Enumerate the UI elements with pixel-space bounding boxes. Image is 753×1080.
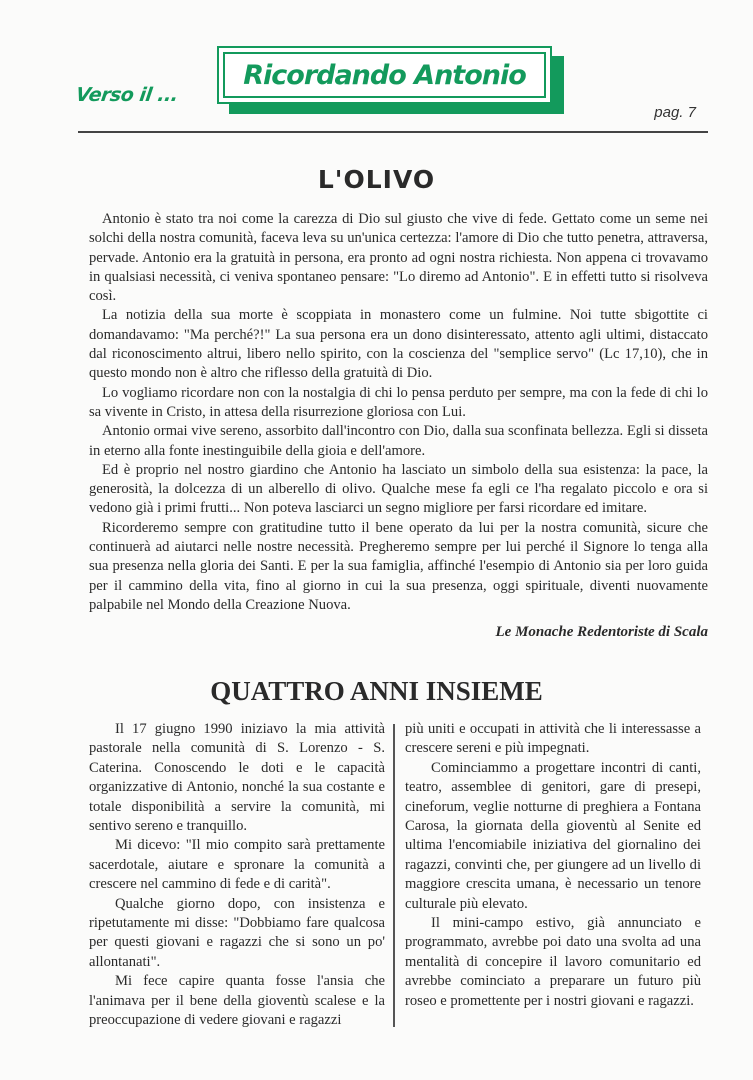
paragraph: La notizia della sua morte è scoppiata in monastero come un fulmine. Noi tutte sbigottite ci domandavamo: "Ma perché?!" La sua persona era un dono disinteressato, attento agli ultimi, distaccato dal riconoscimento altrui, libero nello spirito, con la coscienza del "semplice servo" (Lc 17,10), che in questo mondo non è altro che riflesso della gratuità di Dio. — [89, 307, 708, 382]
logo-inner-frame — [223, 52, 546, 98]
paragraph: Ed è proprio nel nostro giardino che Antonio ha lasciato un simbolo della sua esistenza: la pace, la generosità, la dolcezza di un alberello di olivo. Qualche mese fa egli ce l'ha regalato piccolo e ora si vedono già i primi frutti... Non poteva lasciarci un segno migliore per farsi ricordare ed imitare. — [89, 461, 708, 517]
column-divider — [393, 724, 395, 1027]
paragraph: Antonio è stato tra noi come la carezza di Dio sul giusto che vive di fede. Gettato come un seme nei solchi della nostra comunità, faceva leva su un'unica certezza: l'amore di Dio che tutto penetra, attraversa, pervade. Antonio era la gratuità in persona, era pronto ad ogni nostra richiesta. Non appena ci trovavamo in qualsiasi necessità, ci veniva spontaneo pensare: "Lo diremo ad Antonio". E in effetti tutto si risolveva così. — [89, 211, 708, 305]
series-label: Verso il ... — [74, 84, 180, 106]
paragraph: Il mini-campo estivo, già annunciato e programmato, avrebbe poi dato una svolta ad una mentalità di concepire il lavoro comunitario ed avrebbe cominciato a preparare un futuro più roseo e promettente per i nostri giovani e ragazzi. — [405, 915, 701, 1009]
article-signature: Le Monache Redentoriste di Scala — [495, 624, 708, 640]
paragraph: Mi dicevo: "Il mio compito sarà prettamente sacerdotale, aiutare e spronare la comunità a crescere nel cammino di fede e di carità". — [89, 837, 385, 893]
paragraph: più uniti e occupati in attività che li interessasse a crescere sereni e più impegnati. — [405, 721, 701, 757]
logo-box — [217, 46, 552, 104]
paragraph: Antonio ormai vive sereno, assorbito dall'incontro con Dio, dalla sua sconfinata bellezza. Egli si disseta in eterno alla fonte inestinguibile della gioia e dell'amore. — [89, 423, 708, 459]
logo-title: Ricordando Antonio — [243, 59, 526, 91]
paragraph: Ricorderemo sempre con gratitudine tutto il bene operato da lui per la nostra comunità, sicure che continuerà ad aiutarci nelle nostre necessità. Pregheremo sempre per lui perché il Signore lo tenga alla sua presenza nella gloria dei Santi. E per la sua famiglia, affinché l'esempio di Antonio sia per loro guida per il cammino della vita, fino al giorno in cui la sua presenza, oggi spirituale, diventi nuovamente palpabile nel Mondo della Creazione Nuova. — [89, 519, 708, 613]
paragraph: Mi fece capire quanta fosse l'ansia che l'animava per il bene della gioventù scalese e la preoccupazione di vedere giovani e ragazzi — [89, 973, 385, 1029]
paragraph: Qualche giorno dopo, con insistenza e ripetutamente mi disse: "Dobbiamo fare qualcosa per questi giovani e ragazzi che si sono un po' allontanati". — [89, 895, 385, 970]
paragraph: Lo vogliamo ricordare non con la nostalgia di chi lo pensa perduto per sempre, ma con la fede di chi lo sa vivente in Cristo, in attesa della risurrezione gloriosa con Lui. — [89, 384, 708, 420]
article-title-quattro: QUATTRO ANNI INSIEME — [210, 676, 543, 706]
article-olivo-body — [89, 210, 708, 615]
page-header — [0, 0, 753, 140]
page-number: pag. 7 — [654, 104, 696, 121]
header-rule — [78, 131, 708, 133]
article-title-olivo: L'OLIVO — [317, 165, 436, 194]
paragraph: Cominciammo a progettare incontri di canti, teatro, assemblee di genitori, gare di presepi, cineforum, veglie notturne di preghiera a Fontana Carosa, la giornata della gioventù al Senite ed ultima l'encomiabile iniziativa del giornalino dei ragazzi, convinti che, per giungere ad un livello di maggiore crescita umana, è necessario un tenore culturale più elevato. — [405, 759, 701, 912]
article-quattro-right-column — [405, 720, 701, 1011]
article-quattro-left-column — [89, 720, 385, 1031]
paragraph: Il 17 giugno 1990 iniziavo la mia attività pastorale nella comunità di S. Lorenzo - S. Caterina. Conoscendo le doti e le capacità organizzative di Antonio, nonché la sua costante e totale disponibilità a servire la comunità, mi sentivo sereno e tranquillo. — [89, 721, 385, 835]
